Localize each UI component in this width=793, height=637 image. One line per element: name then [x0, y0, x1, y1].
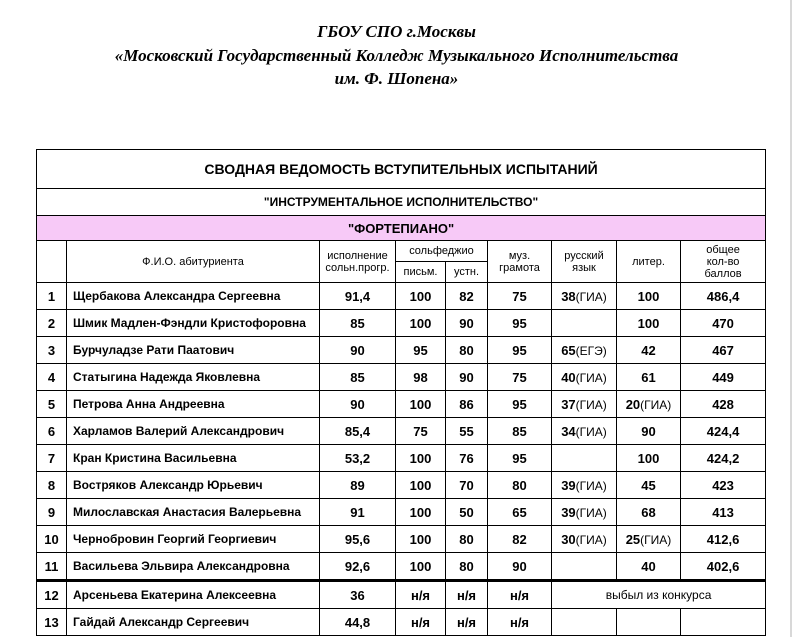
- header-line-2: «Московский Государственный Колледж Музыкального Исполнительства: [114, 46, 679, 65]
- solfeggio-written-score: н/я: [396, 609, 446, 636]
- russian-score: [552, 553, 617, 581]
- header-literature: литер.: [617, 241, 681, 283]
- table-row: [37, 418, 766, 445]
- russian-score-source: (ГИА): [575, 478, 607, 493]
- row-number: 10: [37, 526, 67, 553]
- table-row: [37, 526, 766, 553]
- solfeggio-oral-score: н/я: [446, 581, 488, 609]
- music-theory-score: 65: [488, 499, 552, 526]
- solfeggio-written-score: 100: [396, 283, 446, 310]
- solfeggio-oral-score: 82: [446, 283, 488, 310]
- applicant-name: Петрова Анна Андреевна: [67, 391, 320, 418]
- music-theory-score: 75: [488, 364, 552, 391]
- solfeggio-written-score: 100: [396, 553, 446, 581]
- literature-score: 42: [617, 337, 681, 364]
- literature-score: 100: [617, 310, 681, 337]
- total-score: 424,2: [681, 445, 766, 472]
- music-theory-score: 95: [488, 310, 552, 337]
- solfeggio-oral-score: н/я: [446, 609, 488, 636]
- music-theory-score: н/я: [488, 581, 552, 609]
- solfeggio-written-score: 100: [396, 472, 446, 499]
- header-solfeggio-written: письм.: [396, 262, 446, 283]
- literature-score: [617, 609, 681, 636]
- solfeggio-written-score: 100: [396, 310, 446, 337]
- performance-score: 90: [320, 337, 396, 364]
- row-number: 6: [37, 418, 67, 445]
- header-solfeggio: сольфеджио: [396, 241, 488, 262]
- table-row: [37, 445, 766, 472]
- russian-score-source: (ГИА): [575, 289, 607, 304]
- solfeggio-written-score: 100: [396, 445, 446, 472]
- performance-score: 44,8: [320, 609, 396, 636]
- russian-score: 30(ГИА): [552, 526, 617, 553]
- table-row: [37, 499, 766, 526]
- literature-score-source: (ГИА): [640, 397, 672, 412]
- total-score: 423: [681, 472, 766, 499]
- applicant-name: Статыгина Надежда Яковлевна: [67, 364, 320, 391]
- music-theory-score: 95: [488, 391, 552, 418]
- page-right-edge: [790, 0, 792, 637]
- table-row: [37, 609, 766, 636]
- row-number: 13: [37, 609, 67, 636]
- performance-score: 91: [320, 499, 396, 526]
- russian-score: 37(ГИА): [552, 391, 617, 418]
- applicant-name: Бурчуладзе Рати Паатович: [67, 337, 320, 364]
- solfeggio-written-score: 100: [396, 499, 446, 526]
- solfeggio-written-score: н/я: [396, 581, 446, 609]
- literature-score: 100: [617, 283, 681, 310]
- performance-score: 92,6: [320, 553, 396, 581]
- table-row: [37, 337, 766, 364]
- table-row: [37, 472, 766, 499]
- performance-score: 91,4: [320, 283, 396, 310]
- literature-score: 25(ГИА): [617, 526, 681, 553]
- applicant-name: Щербакова Александра Сергеевна: [67, 283, 320, 310]
- header-solfeggio-oral: устн.: [446, 262, 488, 283]
- literature-score: 45: [617, 472, 681, 499]
- total-score: 467: [681, 337, 766, 364]
- russian-score: 65(ЕГЭ): [552, 337, 617, 364]
- row-number: 8: [37, 472, 67, 499]
- row-number: 12: [37, 581, 67, 609]
- music-theory-score: 82: [488, 526, 552, 553]
- music-theory-score: 80: [488, 472, 552, 499]
- solfeggio-oral-score: 80: [446, 526, 488, 553]
- table-row: [37, 283, 766, 310]
- header-total: общее кол-во баллов: [681, 241, 766, 283]
- solfeggio-oral-score: 80: [446, 553, 488, 581]
- literature-score: 90: [617, 418, 681, 445]
- status-note: выбыл из конкурса: [552, 581, 766, 609]
- table-title: СВОДНАЯ ВЕДОМОСТЬ ВСТУПИТЕЛЬНЫХ ИСПЫТАНИЙ: [37, 150, 766, 189]
- total-score: 428: [681, 391, 766, 418]
- literature-score: 40: [617, 553, 681, 581]
- russian-score-source: (ГИА): [575, 424, 607, 439]
- russian-score-source: (ГИА): [575, 397, 607, 412]
- row-number: 2: [37, 310, 67, 337]
- header-line-1: ГБОУ СПО г.Москвы: [317, 22, 476, 41]
- applicant-name: Шмик Мадлен-Фэндли Кристофоровна: [67, 310, 320, 337]
- russian-score-source: (ГИА): [575, 505, 607, 520]
- performance-score: 85: [320, 310, 396, 337]
- applicant-name: Милославская Анастасия Валерьевна: [67, 499, 320, 526]
- solfeggio-oral-score: 70: [446, 472, 488, 499]
- solfeggio-written-score: 98: [396, 364, 446, 391]
- solfeggio-oral-score: 86: [446, 391, 488, 418]
- total-score: 424,4: [681, 418, 766, 445]
- row-number: 1: [37, 283, 67, 310]
- total-score: 470: [681, 310, 766, 337]
- row-number: 7: [37, 445, 67, 472]
- row-number: 4: [37, 364, 67, 391]
- table-row: [37, 581, 766, 609]
- russian-score: [552, 445, 617, 472]
- performance-score: 53,2: [320, 445, 396, 472]
- header-music-theory: муз. грамота: [488, 241, 552, 283]
- performance-score: 36: [320, 581, 396, 609]
- russian-score: 38(ГИА): [552, 283, 617, 310]
- literature-score: 100: [617, 445, 681, 472]
- total-score: [681, 609, 766, 636]
- total-score: 412,6: [681, 526, 766, 553]
- performance-score: 89: [320, 472, 396, 499]
- total-score: 402,6: [681, 553, 766, 581]
- applicant-name: Харламов Валерий Александрович: [67, 418, 320, 445]
- solfeggio-written-score: 100: [396, 391, 446, 418]
- header-number: [37, 241, 67, 283]
- russian-score-source: (ГИА): [575, 532, 607, 547]
- music-theory-score: 90: [488, 553, 552, 581]
- solfeggio-oral-score: 80: [446, 337, 488, 364]
- solfeggio-oral-score: 50: [446, 499, 488, 526]
- subspecialty-title: "ФОРТЕПИАНО": [37, 216, 766, 241]
- solfeggio-oral-score: 76: [446, 445, 488, 472]
- applicant-name: Гайдай Александр Сергеевич: [67, 609, 320, 636]
- results-table: [36, 149, 766, 636]
- specialty-title: "ИНСТРУМЕНТАЛЬНОЕ ИСПОЛНИТЕЛЬСТВО": [37, 189, 766, 216]
- literature-score: 20(ГИА): [617, 391, 681, 418]
- russian-score: 39(ГИА): [552, 472, 617, 499]
- russian-score: [552, 310, 617, 337]
- russian-score: 40(ГИА): [552, 364, 617, 391]
- solfeggio-oral-score: 90: [446, 364, 488, 391]
- music-theory-score: н/я: [488, 609, 552, 636]
- applicant-name: Востряков Александр Юрьевич: [67, 472, 320, 499]
- performance-score: 85: [320, 364, 396, 391]
- literature-score: 61: [617, 364, 681, 391]
- applicant-name: Арсеньева Екатерина Алексеевна: [67, 581, 320, 609]
- table-row: [37, 310, 766, 337]
- applicant-name: Чернобровин Георгий Георгиевич: [67, 526, 320, 553]
- header-name: Ф.И.О. абитуриента: [67, 241, 320, 283]
- header-line-3: им. Ф. Шопена»: [334, 69, 459, 88]
- row-number: 5: [37, 391, 67, 418]
- music-theory-score: 95: [488, 445, 552, 472]
- table-row: [37, 364, 766, 391]
- header-performance: исполнение сольн.прогр.: [320, 241, 396, 283]
- total-score: 486,4: [681, 283, 766, 310]
- russian-score-source: (ГИА): [575, 370, 607, 385]
- applicant-name: Кран Кристина Васильевна: [67, 445, 320, 472]
- header-russian: русский язык: [552, 241, 617, 283]
- music-theory-score: 95: [488, 337, 552, 364]
- row-number: 9: [37, 499, 67, 526]
- solfeggio-written-score: 75: [396, 418, 446, 445]
- music-theory-score: 75: [488, 283, 552, 310]
- solfeggio-oral-score: 90: [446, 310, 488, 337]
- solfeggio-written-score: 100: [396, 526, 446, 553]
- table-row: [37, 391, 766, 418]
- russian-score: 39(ГИА): [552, 499, 617, 526]
- total-score: 449: [681, 364, 766, 391]
- total-score: 413: [681, 499, 766, 526]
- solfeggio-written-score: 95: [396, 337, 446, 364]
- row-number: 11: [37, 553, 67, 581]
- applicant-name: Васильева Эльвира Александровна: [67, 553, 320, 581]
- literature-score-source: (ГИА): [640, 532, 672, 547]
- performance-score: 95,6: [320, 526, 396, 553]
- performance-score: 90: [320, 391, 396, 418]
- performance-score: 85,4: [320, 418, 396, 445]
- table-row: [37, 553, 766, 581]
- russian-score-source: (ЕГЭ): [575, 343, 607, 358]
- literature-score: 68: [617, 499, 681, 526]
- music-theory-score: 85: [488, 418, 552, 445]
- russian-score: [552, 609, 617, 636]
- row-number: 3: [37, 337, 67, 364]
- russian-score: 34(ГИА): [552, 418, 617, 445]
- solfeggio-oral-score: 55: [446, 418, 488, 445]
